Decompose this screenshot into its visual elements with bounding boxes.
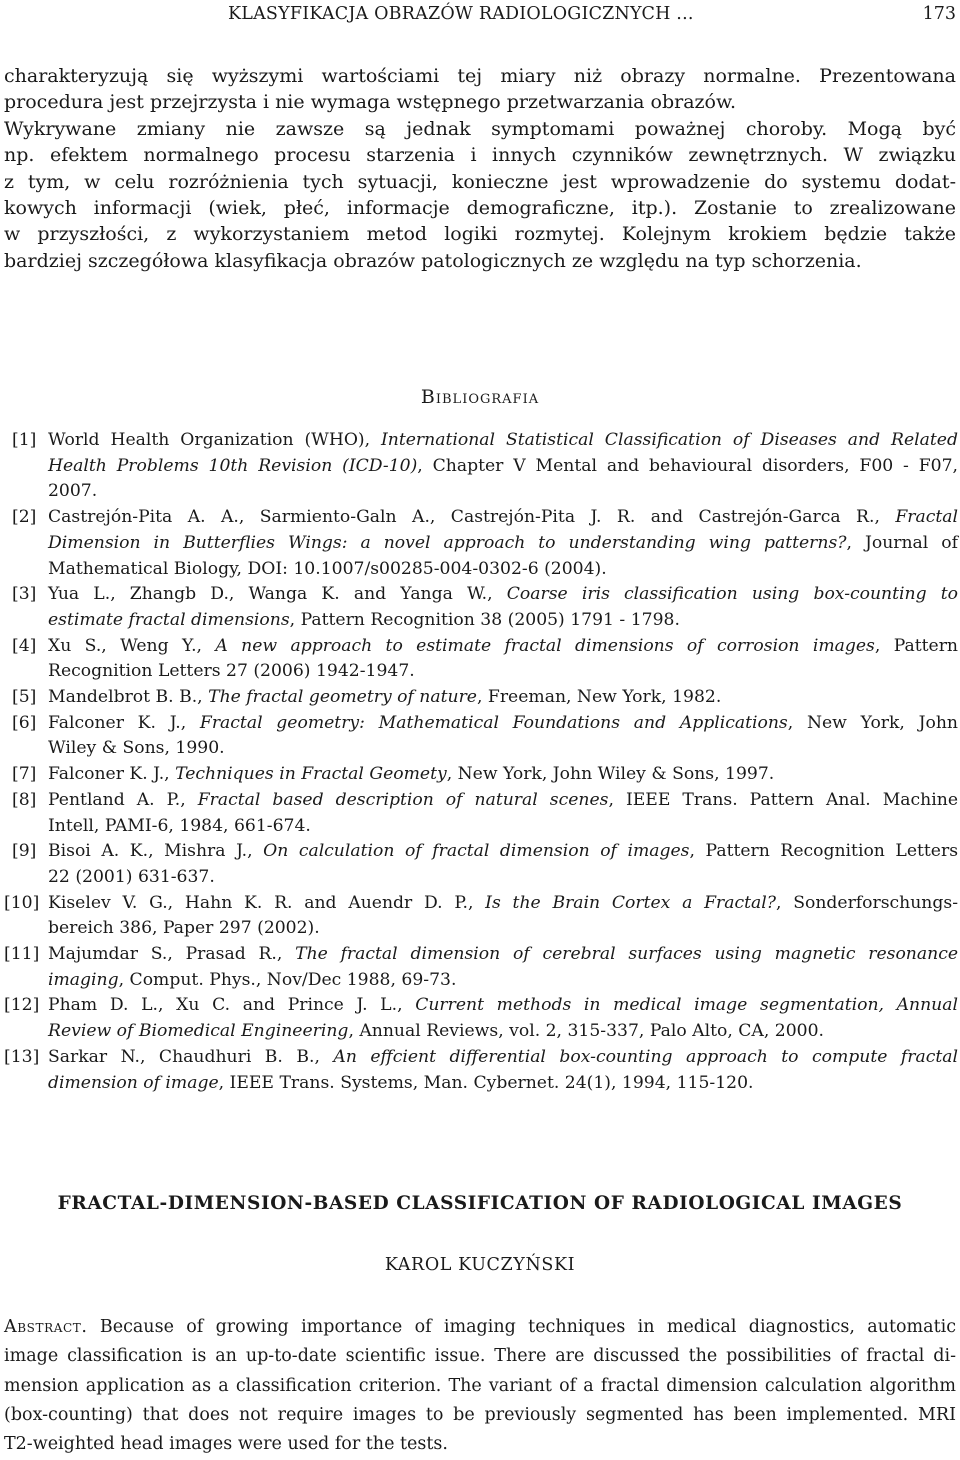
reference-text: , Freeman, New York, 1982. [476,687,722,708]
body-line: procedura jest przejrzysta i nie wymaga wstępnego przetwarzania obrazów. [4,91,737,114]
reference-number: [1] [12,430,37,450]
reference-title: The fractal dimension of cerebral surfaces using magnetic resonance [295,944,958,965]
reference-entry [4,993,958,1044]
reference-number: [2] [12,507,37,528]
page-number: 173 [922,4,956,24]
abstract-line: mension application as a classification criterion. The variant of a fractal dimension calculation algorithm [4,1375,956,1396]
abstract-line: T2-weighted head images were used for the tests. [4,1434,448,1455]
reference-line [48,788,958,814]
reference-line [48,1019,958,1045]
reference-text: Castrejón-Pita A. A., Sarmiento-Galn A., Castrejón-Pita J. R. and Castrejón-Garca R., [48,507,896,528]
reference-number: [10] [4,892,40,913]
reference-entry [4,685,958,711]
reference-title: Techniques in Fractal Geomety [175,764,447,785]
running-head: KLASYFIKACJA OBRAZÓW RADIOLOGICZNYCH ... [228,4,694,24]
reference-text: World Health Organization (WHO), [48,430,381,450]
body-line: kowych informacji (wiek, płeć, informacje demograficzne, itp.). Zostanie to zrealizowane [4,197,956,220]
reference-text: 2007. [48,481,98,502]
reference-number: [8] [12,789,37,810]
reference-line [48,1071,958,1097]
reference-number: [6] [12,712,37,733]
reference-text: , Chapter V Mental and behavioural disorders, F00 - F07, [417,455,958,476]
reference-number: [4] [12,635,37,656]
reference-text: Pentland A. P., [48,789,198,810]
author-name: KAROL KUCZYŃSKI [384,1255,576,1275]
body-line: z tym, w celu rozróżnienia tych sytuacji, konieczne jest wprowadzenie do systemu dodat- [4,170,956,193]
reference-entry [4,1045,958,1096]
reference-number: [7] [12,764,37,785]
reference-entry [4,839,958,890]
body-line: np. efektem normalnego procesu starzenia i innych czynników zewnętrznych. W związku [4,144,956,167]
reference-text: 22 (2001) 631-637. [48,866,215,887]
reference-text: Yua L., Zhangb D., Wanga K. and Yanga W., [48,584,507,605]
reference-text: , New York, John Wiley & Sons, 1997. [446,764,775,785]
abstract-line: (box-counting) that does not require images to be previously segmented has been implemented. MRI [4,1404,956,1425]
reference-number: [3] [12,584,37,605]
reference-text: Majumdar S., Prasad R., [48,944,296,965]
reference-title: Review of Biomedical Engineering [48,1021,349,1042]
reference-text: , Comput. Phys., Nov/Dec 1988, 69-73. [118,969,457,990]
reference-line [48,814,958,840]
reference-line [48,557,958,583]
reference-text: , Journal of [846,532,958,553]
reference-text: Sarkar N., Chaudhuri B. B., [48,1046,334,1067]
reference-entry [4,634,958,685]
reference-number: [5] [12,687,37,708]
reference-text: Bisoi A. K., Mishra J., [48,841,264,862]
reference-text: , Pattern [874,635,959,656]
reference-line [48,942,958,968]
abstract-text: Because of growing importance of imaging techniques in medical diagnostics, automatic [87,1317,956,1337]
reference-title: Fractal geometry: Mathematical Foundations and Applications [199,712,788,733]
reference-title: Coarse iris classification using box-counting to [506,584,958,605]
english-title: FRACTAL-DIMENSION-BASED CLASSIFICATION OF RADIOLOGICAL IMAGES [57,1193,903,1214]
bibliography-heading: Bibliografia [420,386,540,408]
reference-text: Intell, PAMI-6, 1984, 661-674. [48,815,311,836]
reference-line [48,454,958,480]
reference-title: On calculation of fractal dimension of images [263,841,690,862]
body-line: w przyszłości, z wykorzystaniem metod logiki rozmytej. Kolejnym krokiem będzie także [4,223,956,246]
reference-text: Falconer K. J., [48,764,176,785]
reference-number: [12] [4,995,40,1016]
abstract-line [4,1313,956,1342]
reference-text: , Sonderforschungs- [776,892,959,913]
reference-text: Mandelbrot B. B., [48,687,209,708]
reference-number: [13] [4,1046,40,1067]
reference-number: [9] [12,841,37,862]
reference-text: , New York, John [787,712,958,733]
reference-entry [4,428,958,505]
reference-text: Mathematical Biology, DOI: 10.1007/s00285-004-0302-6 (2004). [48,558,607,579]
reference-title: International Statistical Classification of Diseases and Related [381,430,958,450]
reference-line [48,505,958,531]
body-line: Wykrywane zmiany nie zawsze są jednak symptomami poważnej choroby. Mogą być [4,117,956,140]
reference-entry [4,762,958,788]
reference-line [48,685,958,711]
reference-entry [4,788,958,839]
reference-list [4,428,958,1096]
reference-text: Falconer K. J., [48,712,200,733]
reference-line [48,993,958,1019]
reference-text: , Pattern Recognition Letters [689,841,959,862]
reference-text: Pham D. L., Xu C. and Prince J. L., [48,995,416,1016]
reference-title: estimate fractal dimensions [48,609,290,630]
reference-entry [4,505,958,582]
reference-title: Fractal based description of natural scenes [197,789,609,810]
reference-text: , Pattern Recognition 38 (2005) 1791 - 1798. [289,609,680,630]
reference-number: [11] [4,944,40,965]
body-paragraph [4,63,956,274]
reference-title: imaging [48,969,119,990]
reference-line [48,916,958,942]
reference-entry [4,582,958,633]
reference-text: Xu S., Weng Y., [48,635,216,656]
reference-text: , IEEE Trans. Systems, Man. Cybernet. 24(1), 1994, 115-120. [218,1072,754,1093]
reference-text: Kiselev V. G., Hahn K. R. and Auendr D. P., [48,892,486,913]
reference-line [48,839,958,865]
reference-title: Health Problems 10th Revision (ICD-10) [48,455,418,476]
reference-entry [4,942,958,993]
reference-text: , Annual Reviews, vol. 2, 315-337, Palo Alto, CA, 2000. [348,1021,824,1042]
abstract-line: image classification is an up-to-date scientific issue. There are discussed the possibilities of fractal di- [4,1346,956,1367]
reference-text: bereich 386, Paper 297 (2002). [48,918,320,939]
reference-line [48,968,958,994]
reference-line [48,711,958,737]
reference-line [48,891,958,917]
reference-line [48,736,958,762]
reference-line [48,479,958,505]
reference-line [48,659,958,685]
reference-title: Dimension in Butterflies Wings: a novel approach to understanding wing patterns? [48,532,847,553]
reference-line [48,1045,958,1071]
reference-title: Fractal [895,507,958,528]
reference-line [48,531,958,557]
reference-title: Current methods in medical image segmentation, Annual [415,995,958,1016]
reference-title: Is the Brain Cortex a Fractal? [485,892,776,913]
reference-title: dimension of image [48,1072,219,1093]
body-line: bardziej szczegółowa klasyfikacja obrazów patologicznych ze względu na typ schorzenia. [4,249,862,272]
reference-text: Recognition Letters 27 (2006) 1942-1947. [48,661,415,682]
reference-title: The fractal geometry of nature [208,687,477,708]
abstract-label: Abstract. [4,1317,88,1337]
reference-line [48,582,958,608]
reference-text: Wiley & Sons, 1990. [48,738,225,759]
reference-entry [4,711,958,762]
reference-line [48,428,958,454]
reference-line [48,608,958,634]
reference-line [48,762,958,788]
reference-title: A new approach to estimate fractal dimensions of corrosion images [215,635,875,656]
reference-entry [4,891,958,942]
reference-line [48,865,958,891]
reference-line [48,634,958,660]
reference-title: An effcient differential box-counting approach to compute fractal [333,1046,958,1067]
reference-text: , IEEE Trans. Pattern Anal. Machine [608,789,958,810]
abstract [4,1313,956,1459]
body-line: charakteryzują się wyższymi wartościami tej miary niż obrazy normalne. Prezentowana [4,65,956,87]
